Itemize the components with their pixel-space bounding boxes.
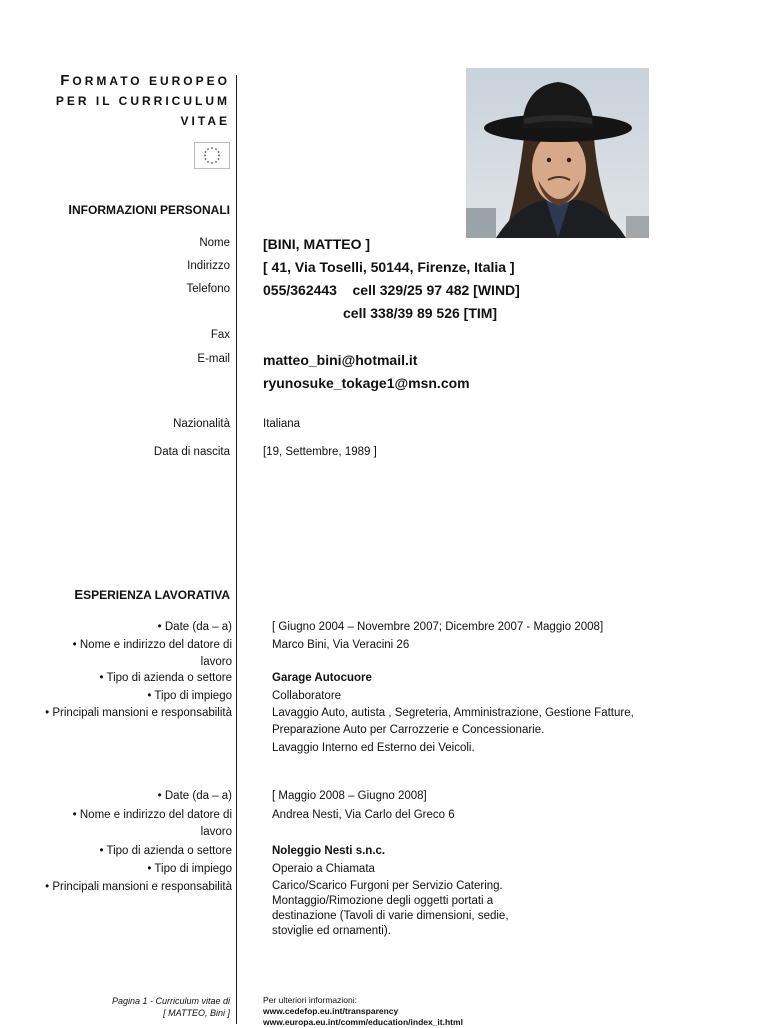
footer-page-line-1: Pagina 1 - Curriculum vitae di: [111, 996, 230, 1006]
value-nazionalita: Italiana: [263, 418, 301, 430]
exp2-mansioni-2: Montaggio/Rimozione degli oggetti portati a: [272, 895, 494, 907]
eu-flag-icon: [194, 142, 230, 169]
exp2-label-datore: • Nome e indirizzo del datore di lavoro: [72, 809, 232, 838]
exp2-impiego: Operaio a Chiamata: [272, 863, 375, 875]
section-personal-info: INFORMAZIONI PERSONALI: [68, 202, 230, 217]
label-telefono: Telefono: [186, 283, 230, 295]
exp1-datore: Marco Bini, Via Veracini 26: [272, 639, 410, 651]
label-data-nascita: Data di nascita: [153, 446, 230, 458]
exp2-mansioni-1: Carico/Scarico Furgoni per Servizio Catering.: [272, 880, 503, 892]
exp1-mansioni-3: Lavaggio Interno ed Esterno dei Veicoli.: [272, 742, 475, 754]
footer-page-line-2: [ MATTEO, Bini ]: [163, 1008, 230, 1018]
label-nazionalita: Nazionalità: [173, 418, 230, 430]
footer-link-cedefop[interactable]: www.cedefop.eu.int/transparency: [263, 1006, 399, 1016]
exp1-label-mansioni: • Principali mansioni e responsabilità: [45, 707, 232, 719]
value-data-nascita: [19, Settembre, 1989 ]: [263, 446, 377, 458]
value-email-2[interactable]: ryunosuke_tokage1@msn.com: [263, 375, 470, 391]
exp2-label-date: • Date (da – a): [157, 790, 232, 802]
label-fax: Fax: [210, 329, 230, 341]
label-email: E-mail: [197, 353, 230, 365]
exp2-label-tipo-impiego: • Tipo di impiego: [147, 863, 232, 875]
footer-link-europa[interactable]: www.europa.eu.int/comm/education/index_it.html: [263, 1017, 463, 1027]
exp1-azienda: Garage Autocuore: [272, 672, 372, 684]
exp1-date: [ Giugno 2004 – Novembre 2007; Dicembre 2007 - Maggio 2008]: [272, 621, 604, 633]
exp2-mansioni-3: destinazione (Tavoli di varie dimensioni, sedie,: [272, 910, 509, 922]
label-nome: Nome: [199, 237, 230, 249]
exp1-impiego: Collaboratore: [272, 690, 342, 702]
vertical-rule: [236, 75, 237, 1024]
cv-title-line-3: VITAE: [180, 114, 230, 128]
section-work-experience: ESPERIENZA LAVORATIVA: [74, 587, 230, 602]
exp1-label-date: • Date (da – a): [157, 621, 232, 633]
value-email-1[interactable]: matteo_bini@hotmail.it: [263, 352, 418, 368]
value-indirizzo: [ 41, Via Toselli, 50144, Firenze, Italia ]: [263, 259, 515, 275]
exp2-datore: Andrea Nesti, Via Carlo del Greco 6: [272, 809, 455, 821]
exp2-label-tipo-azienda: • Tipo di azienda o settore: [99, 845, 232, 857]
exp1-mansioni-2: Preparazione Auto per Carrozzerie e Concessionarie.: [272, 724, 545, 736]
exp1-label-datore: • Nome e indirizzo del datore di lavoro: [72, 639, 232, 668]
footer-page-info: [112, 995, 230, 1019]
value-nome: [BINI, MATTEO ]: [263, 236, 371, 252]
exp2-label-mansioni: • Principali mansioni e responsabilità: [45, 881, 232, 893]
exp2-mansioni-4: stoviglie ed ornamenti).: [272, 925, 391, 937]
profile-photo: [466, 68, 649, 238]
exp2-date: [ Maggio 2008 – Giugno 2008]: [272, 790, 427, 802]
value-telefono-2: cell 338/39 89 526 [TIM]: [343, 305, 498, 321]
exp2-azienda: Noleggio Nesti s.n.c.: [272, 845, 386, 857]
cv-title-line-1: FORMATO EUROPEO: [60, 72, 230, 89]
footer-more-info: [263, 995, 463, 1028]
label-indirizzo: Indirizzo: [187, 260, 230, 272]
exp1-label-tipo-azienda: • Tipo di azienda o settore: [99, 672, 232, 684]
exp1-mansioni-1: Lavaggio Auto, autista , Segreteria, Amministrazione, Gestione Fatture,: [272, 707, 634, 719]
value-telefono-1: 055/362443 cell 329/25 97 482 [WIND]: [263, 282, 520, 298]
exp1-label-tipo-impiego: • Tipo di impiego: [147, 690, 232, 702]
cv-title-line-2: PER IL CURRICULUM: [55, 94, 230, 108]
footer-info-heading: Per ulteriori informazioni:: [263, 995, 358, 1005]
